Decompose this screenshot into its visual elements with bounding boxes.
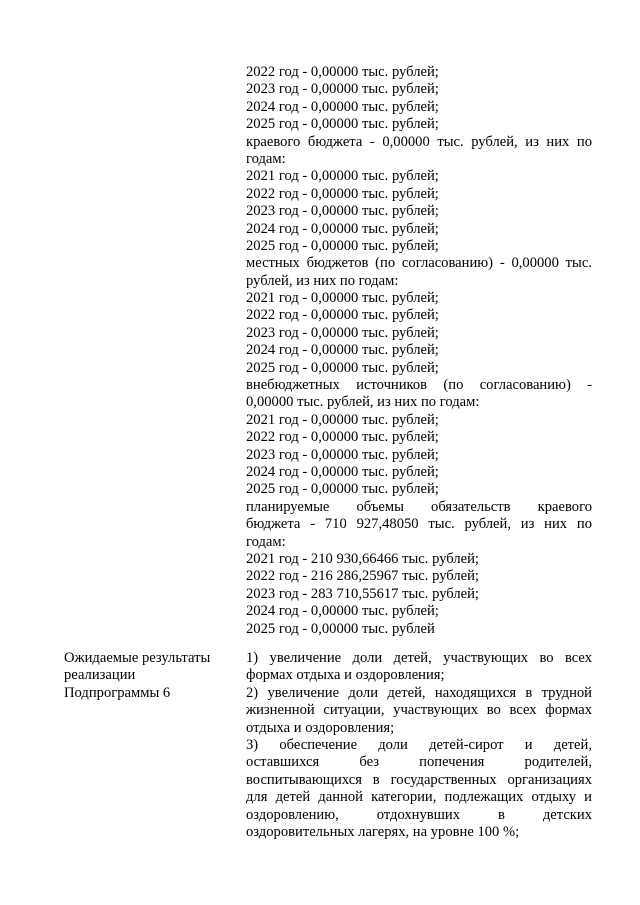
planned-obligations-year: 2022 год - 216 286,25967 тыс. рублей; — [246, 568, 479, 585]
funding-line: 2025 год - 0,00000 тыс. рублей; — [246, 116, 439, 133]
planned-obligations-year: 2023 год - 283 710,55617 тыс. рублей; — [246, 585, 479, 602]
extrabudgetary-heading: 0,00000 тыс. рублей, из них по годам: — [246, 394, 480, 411]
results-label-line: Подпрограммы 6 — [64, 684, 171, 701]
planned-obligations-year: 2021 год - 210 930,66466 тыс. рублей; — [246, 550, 479, 567]
result-line: оздоровительных лагерях, на уровне 100 %; — [246, 823, 520, 840]
result-line: 2) увеличение доли детей, находящихся в трудной — [246, 684, 592, 701]
regional-budget-year: 2024 год - 0,00000 тыс. рублей; — [246, 220, 439, 237]
regional-budget-heading: годам: — [246, 150, 286, 167]
local-budgets-year: 2025 год - 0,00000 тыс. рублей; — [246, 359, 439, 376]
result-line: оздоровлению, отдохнувших в детских — [246, 806, 592, 823]
results-label — [64, 650, 234, 702]
result-line: 1) увеличение доли детей, участвующих во всех — [246, 650, 592, 666]
result-line: оставшихся без попечения родителей, — [246, 754, 592, 771]
funding-line: 2022 год - 0,00000 тыс. рублей; — [246, 64, 439, 80]
funding-line: 2024 год - 0,00000 тыс. рублей; — [246, 98, 439, 115]
planned-obligations-year: 2024 год - 0,00000 тыс. рублей; — [246, 603, 439, 620]
result-line: отдыха и оздоровления; — [246, 719, 395, 736]
funding-section — [246, 64, 592, 638]
funding-line: 2023 год - 0,00000 тыс. рублей; — [246, 81, 439, 98]
regional-budget-year: 2023 год - 0,00000 тыс. рублей; — [246, 203, 439, 220]
local-budgets-heading: рублей, из них по годам: — [246, 272, 399, 289]
extrabudgetary-year: 2024 год - 0,00000 тыс. рублей; — [246, 463, 439, 480]
local-budgets-year: 2023 год - 0,00000 тыс. рублей; — [246, 324, 439, 341]
results-label-line: реализации — [64, 667, 136, 684]
extrabudgetary-year: 2022 год - 0,00000 тыс. рублей; — [246, 429, 439, 446]
results-label-line: Ожидаемые результаты — [64, 650, 211, 666]
result-item — [246, 685, 592, 737]
result-item — [246, 650, 592, 685]
planned-obligations-heading: бюджета - 710 927,48050 тыс. рублей, из них по — [246, 516, 592, 533]
extrabudgetary-year: 2023 год - 0,00000 тыс. рублей; — [246, 446, 439, 463]
extrabudgetary-heading: внебюджетных источников (по согласованию) - — [246, 377, 592, 394]
result-line: жизненной ситуации, участвующих во всех формах — [246, 702, 592, 719]
result-line: 3) обеспечение доли детей-сирот и детей, — [246, 736, 592, 753]
regional-budget-year: 2021 год - 0,00000 тыс. рублей; — [246, 168, 439, 185]
planned-obligations-heading: планируемые объемы обязательств краевого — [246, 498, 592, 515]
result-line: формах отдыха и оздоровления; — [246, 667, 445, 684]
results-list — [246, 650, 592, 841]
result-line: для детей данной категории, подлежащих отдыху и — [246, 789, 592, 806]
local-budgets-year: 2022 год - 0,00000 тыс. рублей; — [246, 307, 439, 324]
planned-obligations-year: 2025 год - 0,00000 тыс. рублей — [246, 620, 435, 637]
extrabudgetary-year: 2021 год - 0,00000 тыс. рублей; — [246, 411, 439, 428]
result-item — [246, 737, 592, 841]
extrabudgetary-year: 2025 год - 0,00000 тыс. рублей; — [246, 481, 439, 498]
local-budgets-year: 2021 год - 0,00000 тыс. рублей; — [246, 290, 439, 307]
regional-budget-heading: краевого бюджета - 0,00000 тыс. рублей, из них по — [246, 133, 592, 150]
regional-budget-year: 2022 год - 0,00000 тыс. рублей; — [246, 185, 439, 202]
local-budgets-heading: местных бюджетов (по согласованию) - 0,00000 тыс. — [246, 255, 592, 272]
regional-budget-year: 2025 год - 0,00000 тыс. рублей; — [246, 237, 439, 254]
result-line: воспитывающихся в государственных организациях — [246, 771, 592, 788]
planned-obligations-heading: годам: — [246, 533, 286, 550]
local-budgets-year: 2024 год - 0,00000 тыс. рублей; — [246, 342, 439, 359]
